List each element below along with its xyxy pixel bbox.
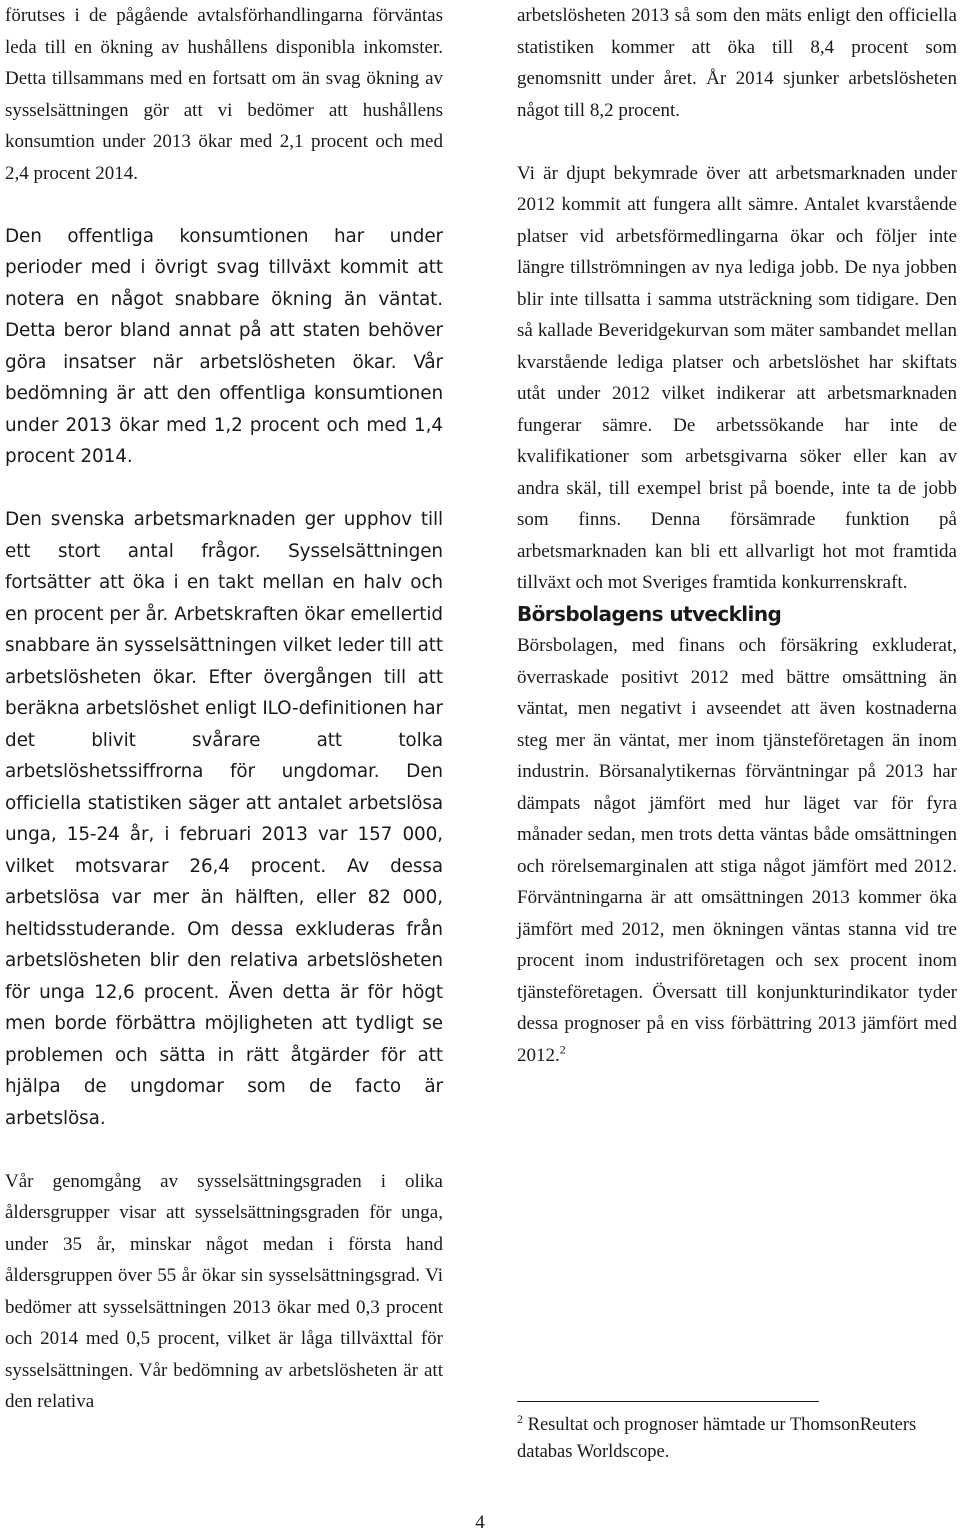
paragraph-household-consumption: förutses i de pågående avtalsförhandlingarna förväntas leda till en ökning av hushållens disponibla inkomster. Detta tillsammans med en fortsatt om än svag ökning av sysselsättningen gör att vi bedömer att hushållens konsumtion under 2013 ökar med 2,1 procent och med 2,4 procent 2014. [5, 5, 443, 184]
page-number: 4 [475, 1512, 485, 1533]
footnote-reference: 2 [559, 1042, 566, 1057]
left-column [5, 0, 443, 1418]
paragraph-listed-companies-text: Börsbolagen, med finans och försäkring exkluderat, överraskade positivt 2012 med bättre omsättning än väntat, men negativt i avseendet att även kostnaderna steg mer än väntat, mer inom tjänsteföretagen än inom industrin. Börsanalytikernas förväntningar på 2013 har dämpats något jämfört med hur läget var för fyra månader sedan, men trots detta väntas både omsättningen och rörelsemarginalen att stiga något jämfört med 2012. Förväntningarna är att omsättningen 2013 kommer öka jämfört med 2012, men ökningen väntas stanna vid tre procent inom industriföretagen och sex procent inom tjänsteföretagen. Översatt till konjunkturindikator tyder dessa prognoser på en viss förbättring 2013 jämfört med 2012. [517, 635, 957, 1066]
paragraph-labor-market-concern: Vi är djupt bekymrade över att arbetsmarknaden under 2012 kommit att fungera allt sämre. Antalet kvarstående platser vid arbetsförmedlingarna ökar och följer inte längre tillströmningen av nya lediga jobb. De nya jobben blir inte tillsatta i samma utsträckning som tidigare. Den så kallade Beveridgekurvan som mäter sambandet mellan kvarstående lediga platser och arbetslöshet har skiftats utåt under 2012 vilket indikerar att arbetsmarknaden fungerar sämre. De arbetssökande har inte de kvalifikationer som arbetsgivarna söker eller kan av andra skäl, till exempel brist på boende, inte ta de jobb som finns. Denna försämrade funktion på arbetsmarknaden kan bli ett allvarligt hot mot framtida tillväxt och mot Sveriges framtida konkurrenskraft. [517, 162, 957, 593]
footnote-text: Resultat och prognoser hämtade ur ThomsonReuters databas Worldscope. [517, 1415, 917, 1462]
paragraph-unemployment-forecast: arbetslösheten 2013 så som den mäts enligt den officiella statistiken kommer att öka till 8,4 procent som genomsnitt under året. År 2014 sjunker arbetslösheten något till 8,2 procent. [517, 5, 957, 121]
right-column [517, 0, 957, 1071]
section-heading-listed-companies: Börsbolagens utveckling [517, 601, 782, 626]
paragraph-listed-companies [517, 630, 957, 1071]
paragraph-labor-market: Den svenska arbetsmarknaden ger upphov till ett stort antal frågor. Sysselsättningen fortsätter att öka i en takt mellan en halv och en procent per år. Arbetskraften ökar emellertid snabbare än sysselsättningen vilket leder till att arbetslösheten ökar. Efter övergången till att beräkna arbetslöshet enligt ILO-definitionen har det blivit svårare att tolka arbetslöshetssiffrorna för ungdomar. Den officiella statistiken säger att antalet arbetslösa unga, 15-24 år, i februari 2013 var 157 000, vilket motsvarar 26,4 procent. Av dessa arbetslösa var mer än hälften, eller 82 000, heltidsstuderande. Om dessa exkluderas från arbetslösheten blir den relativa arbetslösheten för unga 12,6 procent. Även detta är för högt men borde förbättra möjligheten att tydligt se problemen och sätta in rätt åtgärder för att hjälpa de ungdomar som de facto är arbetslösa. [5, 509, 443, 1129]
paragraph-employment-rate: Vår genomgång av sysselsättningsgraden i olika åldersgrupper visar att sysselsättningsgraden för unga, under 35 år, minskar något medan i första hand åldersgruppen över 55 år ökar sin sysselsättningsgrad. Vi bedömer att sysselsättningen 2013 ökar med 0,3 procent och 2014 med 0,5 procent, vilket är låga tillväxttal för sysselsättningen. Vår bedömning av arbetslösheten är att den relativa [5, 1170, 443, 1412]
footnote [517, 1412, 937, 1466]
footnote-divider [517, 1401, 819, 1402]
footnote-marker: 2 [517, 1411, 523, 1426]
paragraph-public-consumption: Den offentliga konsumtionen har under perioder med i övrigt svag tillväxt kommit att notera en något snabbare ökning än väntat. Detta beror bland annat på att staten behöver göra insatser när arbetslösheten ökar. Vår bedömning är att den offentliga konsumtionen under 2013 ökar med 1,2 procent och med 1,4 procent 2014. [5, 225, 443, 467]
